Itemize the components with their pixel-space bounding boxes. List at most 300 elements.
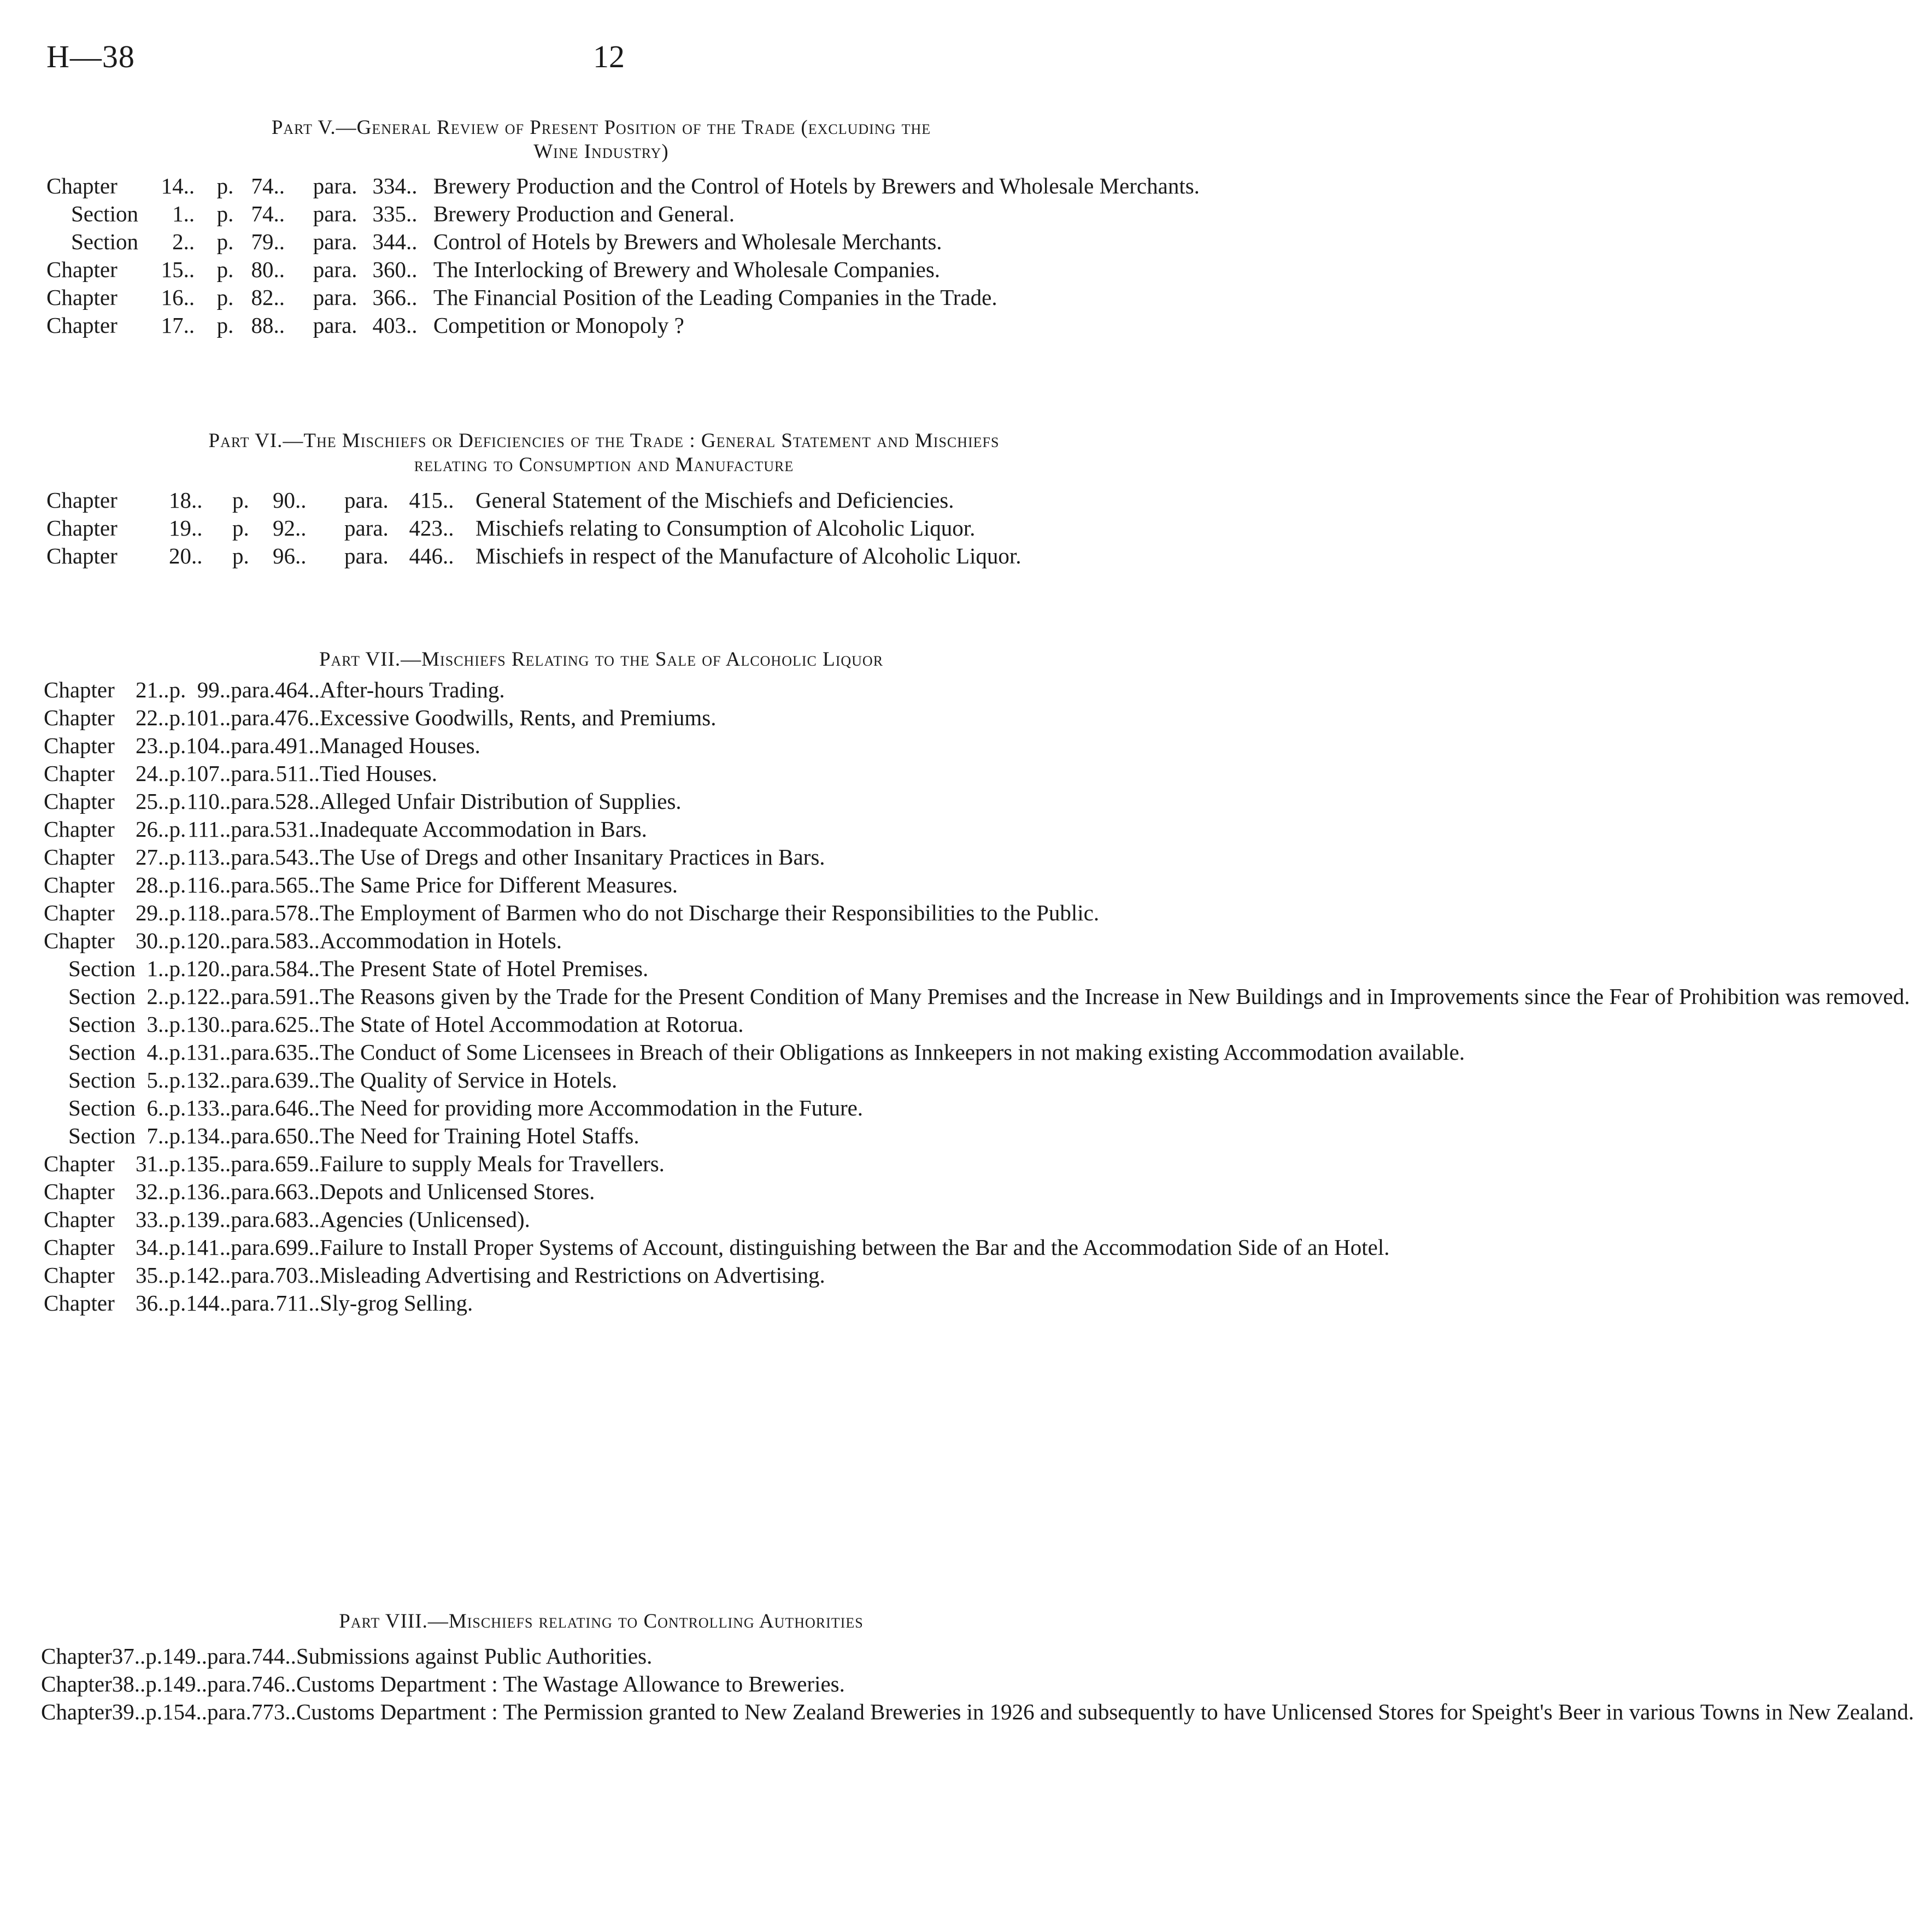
- entry-title: The Need for Training Hotel Staffs.: [320, 1123, 639, 1148]
- para-label: para.: [313, 173, 357, 198]
- leader-dots: ..: [308, 1151, 320, 1176]
- leader-dots: ..: [219, 984, 231, 1009]
- leader-dots: ..: [308, 1262, 320, 1288]
- entry-kind: Section: [71, 201, 138, 226]
- entry-page: 101: [186, 705, 220, 730]
- entry-kind: Chapter: [41, 1699, 112, 1724]
- entry-page: 141: [186, 1235, 220, 1260]
- contents-entry: [44, 842, 1910, 870]
- entry-number: 37: [111, 1643, 134, 1669]
- entry-kind: Section: [68, 1123, 136, 1148]
- leader-dots: ..: [406, 313, 418, 338]
- part-heading-line: Wine Industry): [533, 140, 669, 163]
- page-label: p.: [169, 761, 186, 786]
- entry-para: 699: [275, 1235, 309, 1260]
- entry-number: 3: [146, 1012, 158, 1037]
- entry-title-cell: [320, 786, 1910, 814]
- part-heading: [109, 648, 1093, 672]
- contents-entry: [44, 1176, 1910, 1204]
- page-label: p.: [216, 285, 234, 310]
- entry-para: 578: [275, 900, 309, 925]
- part-heading-line: relating to Consumption and Manufacture: [414, 454, 794, 476]
- entry-number: 1: [172, 201, 184, 226]
- leader-dots: ..: [273, 257, 285, 282]
- entry-page: 104: [186, 733, 220, 758]
- leader-dots: ..: [183, 229, 195, 254]
- contents-entry: [41, 1669, 1914, 1696]
- page-label: p.: [169, 1290, 186, 1316]
- entry-kind: Chapter: [41, 1671, 112, 1696]
- leader-dots: ..: [183, 201, 195, 226]
- contents-entry: [41, 1644, 1914, 1669]
- leader-dots: ..: [157, 956, 169, 981]
- entry-kind: Chapter: [44, 1262, 115, 1288]
- entry-title: Customs Department : The Permission granted to New Zealand Breweries in 1926 and subsequently to have Unlicensed Stores for Speight's Beer in various Towns in New Zealand.: [296, 1699, 1914, 1724]
- contents-entry: [46, 174, 1200, 198]
- para-label: para.: [231, 1235, 275, 1260]
- leader-dots: ..: [183, 285, 195, 310]
- leader-dots: ..: [157, 1067, 169, 1093]
- entry-para: 491: [275, 733, 309, 758]
- contents-entry: [46, 254, 1200, 282]
- entry-title: The Need for providing more Accommodation in the Future.: [320, 1095, 864, 1120]
- entry-para: 360: [372, 257, 407, 282]
- leader-dots: ..: [134, 1671, 146, 1696]
- para-label: para.: [231, 817, 275, 842]
- entry-kind: Chapter: [44, 1290, 115, 1316]
- document-reference: H—38: [46, 39, 135, 74]
- page-label: p.: [216, 257, 234, 282]
- page-label: p.: [169, 900, 186, 925]
- contents-entry: [46, 310, 1200, 338]
- leader-dots: ..: [406, 285, 418, 310]
- leader-dots: ..: [308, 1095, 320, 1120]
- entry-title: The Present State of Hotel Premises.: [320, 956, 649, 981]
- page-label: p.: [169, 705, 186, 730]
- entry-para: 703: [275, 1262, 309, 1288]
- entry-title-cell: [320, 1232, 1910, 1260]
- entry-page: 113: [186, 844, 220, 870]
- entry-para: 773: [251, 1699, 285, 1724]
- leader-dots: ..: [308, 900, 320, 925]
- entry-page: 82: [251, 285, 274, 310]
- entry-title-cell: [320, 1093, 1910, 1120]
- para-label: para.: [207, 1671, 251, 1696]
- entry-title-cell: [320, 1037, 1910, 1065]
- contents-entry: [44, 786, 1910, 814]
- entry-page: 130: [186, 1012, 220, 1037]
- entry-number: 36: [135, 1290, 158, 1316]
- entry-title-cell: [296, 1644, 1914, 1669]
- leader-dots: ..: [308, 928, 320, 953]
- entry-title: The Employment of Barmen who do not Discharge their Responsibilities to the Public.: [320, 900, 1100, 925]
- entry-number: 19: [169, 515, 191, 541]
- part-heading: [109, 116, 1093, 164]
- entry-title: General Statement of the Mischiefs and Deficiencies.: [475, 488, 954, 513]
- entry-kind: Chapter: [44, 761, 115, 786]
- para-label: para.: [344, 488, 389, 513]
- leader-dots: ..: [219, 1012, 231, 1037]
- leader-dots: ..: [308, 1123, 320, 1148]
- entry-page: 142: [186, 1262, 220, 1288]
- contents-entry: [44, 1232, 1910, 1260]
- contents-table: [46, 488, 1066, 568]
- entry-number: 25: [135, 789, 158, 814]
- leader-dots: ..: [157, 761, 169, 786]
- contents-entry: [46, 488, 1066, 513]
- entry-title-cell: [475, 488, 1066, 513]
- leader-dots: ..: [285, 1643, 296, 1669]
- entry-page: 120: [186, 956, 220, 981]
- leader-dots: ..: [196, 1699, 208, 1724]
- para-label: para.: [231, 1151, 275, 1176]
- entry-number: 33: [135, 1207, 158, 1232]
- page-label: p.: [169, 733, 186, 758]
- leader-dots: ..: [157, 1151, 169, 1176]
- leader-dots: ..: [273, 201, 285, 226]
- leader-dots: ..: [219, 1290, 231, 1316]
- para-label: para.: [231, 789, 275, 814]
- leader-dots: ..: [157, 1179, 169, 1204]
- para-label: para.: [313, 313, 357, 338]
- entry-para: 464: [275, 677, 309, 702]
- para-label: para.: [231, 761, 275, 786]
- part-heading-line: Part VIII.—Mischiefs relating to Controlling Authorities: [339, 1610, 864, 1632]
- entry-title-cell: [320, 702, 1910, 730]
- entry-kind: Chapter: [44, 1179, 115, 1204]
- leader-dots: ..: [219, 789, 231, 814]
- entry-page: 144: [186, 1290, 220, 1316]
- entry-title-cell: [320, 897, 1910, 925]
- entry-number: 16: [161, 285, 184, 310]
- entry-para: 635: [275, 1040, 309, 1065]
- entry-number: 17: [161, 313, 184, 338]
- leader-dots: ..: [308, 733, 320, 758]
- entry-title: Submissions against Public Authorities.: [296, 1643, 653, 1669]
- entry-para: 625: [275, 1012, 309, 1037]
- leader-dots: ..: [191, 488, 203, 513]
- leader-dots: ..: [406, 201, 418, 226]
- entry-title-cell: [320, 1148, 1910, 1176]
- para-label: para.: [231, 677, 275, 702]
- part-heading-line: Part V.—General Review of Present Position of the Trade (excluding the: [271, 116, 931, 139]
- leader-dots: ..: [308, 761, 320, 786]
- leader-dots: ..: [157, 928, 169, 953]
- entry-kind: Chapter: [44, 928, 115, 953]
- leader-dots: ..: [219, 956, 231, 981]
- page-label: p.: [216, 173, 234, 198]
- entry-page: 122: [186, 984, 220, 1009]
- contents-table: [44, 678, 1910, 1316]
- leader-dots: ..: [157, 1290, 169, 1316]
- entry-title: The Use of Dregs and other Insanitary Practices in Bars.: [320, 844, 825, 870]
- para-label: para.: [313, 201, 357, 226]
- para-label: para.: [344, 515, 389, 541]
- entry-page: 134: [186, 1123, 220, 1148]
- leader-dots: ..: [157, 789, 169, 814]
- entry-para: 344: [372, 229, 407, 254]
- entry-number: 39: [111, 1699, 134, 1724]
- entry-kind: Chapter: [44, 844, 115, 870]
- part-heading: [46, 429, 1161, 477]
- leader-dots: ..: [406, 173, 418, 198]
- page-label: p.: [145, 1671, 163, 1696]
- leader-dots: ..: [308, 789, 320, 814]
- part-heading: [109, 1610, 1093, 1634]
- para-label: para.: [207, 1643, 251, 1669]
- para-label: para.: [231, 844, 275, 870]
- entry-page: 139: [186, 1207, 220, 1232]
- leader-dots: ..: [219, 817, 231, 842]
- entry-title: The Quality of Service in Hotels.: [320, 1067, 618, 1093]
- entry-para: 511: [275, 761, 309, 786]
- entry-number: 5: [146, 1067, 158, 1093]
- entry-title: The Same Price for Different Measures.: [320, 872, 678, 897]
- leader-dots: ..: [191, 515, 203, 541]
- leader-dots: ..: [308, 1207, 320, 1232]
- leader-dots: ..: [157, 1123, 169, 1148]
- entry-title: Depots and Unlicensed Stores.: [320, 1179, 595, 1204]
- entry-para: 423: [409, 515, 443, 541]
- entry-para: 584: [275, 956, 309, 981]
- entry-page: 116: [186, 872, 220, 897]
- entry-para: 711: [275, 1290, 309, 1316]
- entry-title-cell: [320, 1260, 1910, 1288]
- page-label: p.: [169, 872, 186, 897]
- entry-para: 528: [275, 789, 309, 814]
- leader-dots: ..: [219, 733, 231, 758]
- contents-entry: [44, 897, 1910, 925]
- contents-entry: [44, 1288, 1910, 1316]
- leader-dots: ..: [157, 984, 169, 1009]
- leader-dots: ..: [406, 229, 418, 254]
- entry-para: 334: [372, 173, 407, 198]
- leader-dots: ..: [308, 1235, 320, 1260]
- contents-entry: [44, 870, 1910, 897]
- entry-title: Agencies (Unlicensed).: [320, 1207, 530, 1232]
- entry-number: 4: [146, 1040, 158, 1065]
- leader-dots: ..: [308, 1040, 320, 1065]
- entry-kind: Chapter: [44, 1151, 115, 1176]
- entry-kind: Chapter: [44, 1235, 115, 1260]
- page-label: p.: [145, 1643, 163, 1669]
- leader-dots: ..: [157, 1207, 169, 1232]
- contents-entry: [44, 758, 1910, 786]
- entry-title-cell: [320, 678, 1910, 702]
- page-label: p.: [169, 956, 186, 981]
- para-label: para.: [231, 1040, 275, 1065]
- contents-entry: [46, 226, 1200, 254]
- contents-entry: [44, 1148, 1910, 1176]
- para-label: para.: [231, 1290, 275, 1316]
- leader-dots: ..: [219, 900, 231, 925]
- entry-title-cell: [320, 1176, 1910, 1204]
- page-label: p.: [169, 1235, 186, 1260]
- leader-dots: ..: [273, 285, 285, 310]
- leader-dots: ..: [285, 1671, 296, 1696]
- page-label: p.: [169, 789, 186, 814]
- para-label: para.: [207, 1699, 251, 1724]
- leader-dots: ..: [157, 1095, 169, 1120]
- entry-para: 565: [275, 872, 309, 897]
- entry-kind: Chapter: [44, 872, 115, 897]
- leader-dots: ..: [219, 928, 231, 953]
- entry-para: 639: [275, 1067, 309, 1093]
- leader-dots: ..: [219, 1262, 231, 1288]
- entry-kind: Section: [68, 956, 136, 981]
- entry-title-cell: [320, 1204, 1910, 1232]
- contents-entry: [44, 730, 1910, 758]
- entry-page: 74: [251, 201, 274, 226]
- entry-page: 132: [186, 1067, 220, 1093]
- entry-page: 99: [197, 677, 220, 702]
- contents-entry: [46, 198, 1200, 226]
- contents-entry: [44, 1260, 1910, 1288]
- entry-title: Brewery Production and General.: [433, 201, 735, 226]
- entry-number: 1: [146, 956, 158, 981]
- entry-page: 90: [273, 488, 295, 513]
- leader-dots: ..: [219, 1123, 231, 1148]
- page-label: p.: [232, 515, 249, 541]
- page-label: p.: [169, 817, 186, 842]
- contents-entry: [44, 678, 1910, 702]
- entry-title-cell: [320, 1065, 1910, 1093]
- contents-entry: [46, 541, 1066, 568]
- leader-dots: ..: [219, 1067, 231, 1093]
- leader-dots: ..: [134, 1643, 146, 1669]
- entry-page: 92: [273, 515, 295, 541]
- entry-para: 746: [251, 1671, 285, 1696]
- para-label: para.: [231, 705, 275, 730]
- entry-title: The Reasons given by the Trade for the Present Condition of Many Premises and the Increase in New Buildings and in Improvements since the Fear of Prohibition was removed.: [320, 984, 1910, 1009]
- entry-number: 35: [135, 1262, 158, 1288]
- para-label: para.: [231, 1067, 275, 1093]
- para-label: para.: [231, 1179, 275, 1204]
- entry-page: 149: [162, 1671, 196, 1696]
- entry-title: After-hours Trading.: [320, 677, 505, 702]
- contents-entry: [44, 1065, 1910, 1093]
- part-heading-line: Part VII.—Mischiefs Relating to the Sale of Alcoholic Liquor: [319, 648, 884, 671]
- entry-number: 31: [135, 1151, 158, 1176]
- leader-dots: ..: [308, 872, 320, 897]
- entry-title-cell: [320, 1288, 1910, 1316]
- para-label: para.: [231, 900, 275, 925]
- leader-dots: ..: [219, 1151, 231, 1176]
- entry-number: 34: [135, 1235, 158, 1260]
- entry-number: 2: [146, 984, 158, 1009]
- contents-entry: [44, 1120, 1910, 1148]
- entry-number: 32: [135, 1179, 158, 1204]
- entry-kind: Chapter: [46, 313, 118, 338]
- entry-kind: Section: [68, 1067, 136, 1093]
- para-label: para.: [231, 1012, 275, 1037]
- leader-dots: ..: [219, 1235, 231, 1260]
- para-label: para.: [313, 229, 357, 254]
- leader-dots: ..: [219, 1040, 231, 1065]
- leader-dots: ..: [219, 1179, 231, 1204]
- contents-entry: [41, 1696, 1914, 1724]
- entry-para: 415: [409, 488, 443, 513]
- entry-kind: Chapter: [44, 900, 115, 925]
- entry-page: 111: [187, 817, 220, 842]
- entry-title: Brewery Production and the Control of Hotels by Brewers and Wholesale Merchants.: [433, 173, 1200, 198]
- leader-dots: ..: [191, 543, 203, 568]
- entry-kind: Chapter: [46, 543, 118, 568]
- contents-table: [46, 174, 1200, 338]
- page-label: p.: [216, 229, 234, 254]
- entry-number: 6: [146, 1095, 158, 1120]
- entry-para: 335: [372, 201, 407, 226]
- para-label: para.: [231, 872, 275, 897]
- leader-dots: ..: [219, 677, 231, 702]
- page-label: p.: [169, 1067, 186, 1093]
- contents-entry: [46, 513, 1066, 541]
- contents-entry: [44, 1093, 1910, 1120]
- leader-dots: ..: [157, 817, 169, 842]
- leader-dots: ..: [308, 677, 320, 702]
- leader-dots: ..: [183, 257, 195, 282]
- entry-title-cell: [320, 981, 1910, 1009]
- entry-number: 26: [135, 817, 158, 842]
- entry-title: The Financial Position of the Leading Companies in the Trade.: [433, 285, 997, 310]
- entry-title-cell: [296, 1669, 1914, 1696]
- leader-dots: ..: [308, 956, 320, 981]
- entry-title: Managed Houses.: [320, 733, 480, 758]
- leader-dots: ..: [443, 488, 454, 513]
- para-label: para.: [313, 257, 357, 282]
- leader-dots: ..: [219, 844, 231, 870]
- entry-page: 110: [186, 789, 220, 814]
- leader-dots: ..: [157, 733, 169, 758]
- page-number: 12: [593, 39, 625, 74]
- entry-para: 650: [275, 1123, 309, 1148]
- entry-title: Mischiefs relating to Consumption of Alcoholic Liquor.: [475, 515, 976, 541]
- page-label: p.: [169, 1179, 186, 1204]
- entry-number: 15: [161, 257, 184, 282]
- entry-para: 591: [275, 984, 309, 1009]
- entry-number: 23: [135, 733, 158, 758]
- entry-title: Failure to Install Proper Systems of Account, distinguishing between the Bar and the Accommodation Side of an Hotel.: [320, 1235, 1390, 1260]
- entry-title-cell: [433, 198, 1200, 226]
- leader-dots: ..: [157, 844, 169, 870]
- entry-para: 403: [372, 313, 407, 338]
- entry-title-cell: [296, 1696, 1914, 1724]
- entry-para: 646: [275, 1095, 309, 1120]
- entry-kind: Chapter: [46, 515, 118, 541]
- leader-dots: ..: [308, 1067, 320, 1093]
- leader-dots: ..: [406, 257, 418, 282]
- entry-para: 683: [275, 1207, 309, 1232]
- entry-title: The Interlocking of Brewery and Wholesale Companies.: [433, 257, 941, 282]
- entry-title-cell: [433, 310, 1200, 338]
- page-label: p.: [169, 677, 186, 702]
- leader-dots: ..: [157, 872, 169, 897]
- para-label: para.: [231, 1207, 275, 1232]
- entry-title-cell: [320, 870, 1910, 897]
- leader-dots: ..: [308, 817, 320, 842]
- entry-para: 531: [275, 817, 309, 842]
- leader-dots: ..: [295, 543, 307, 568]
- contents-entry: [46, 282, 1200, 310]
- leader-dots: ..: [308, 1179, 320, 1204]
- entry-kind: Section: [68, 1012, 136, 1037]
- entry-kind: Chapter: [44, 817, 115, 842]
- entry-title: Excessive Goodwills, Rents, and Premiums.: [320, 705, 717, 730]
- entry-title: Tied Houses.: [320, 761, 437, 786]
- entry-title-cell: [320, 953, 1910, 981]
- contents-entry: [44, 702, 1910, 730]
- leader-dots: ..: [308, 1012, 320, 1037]
